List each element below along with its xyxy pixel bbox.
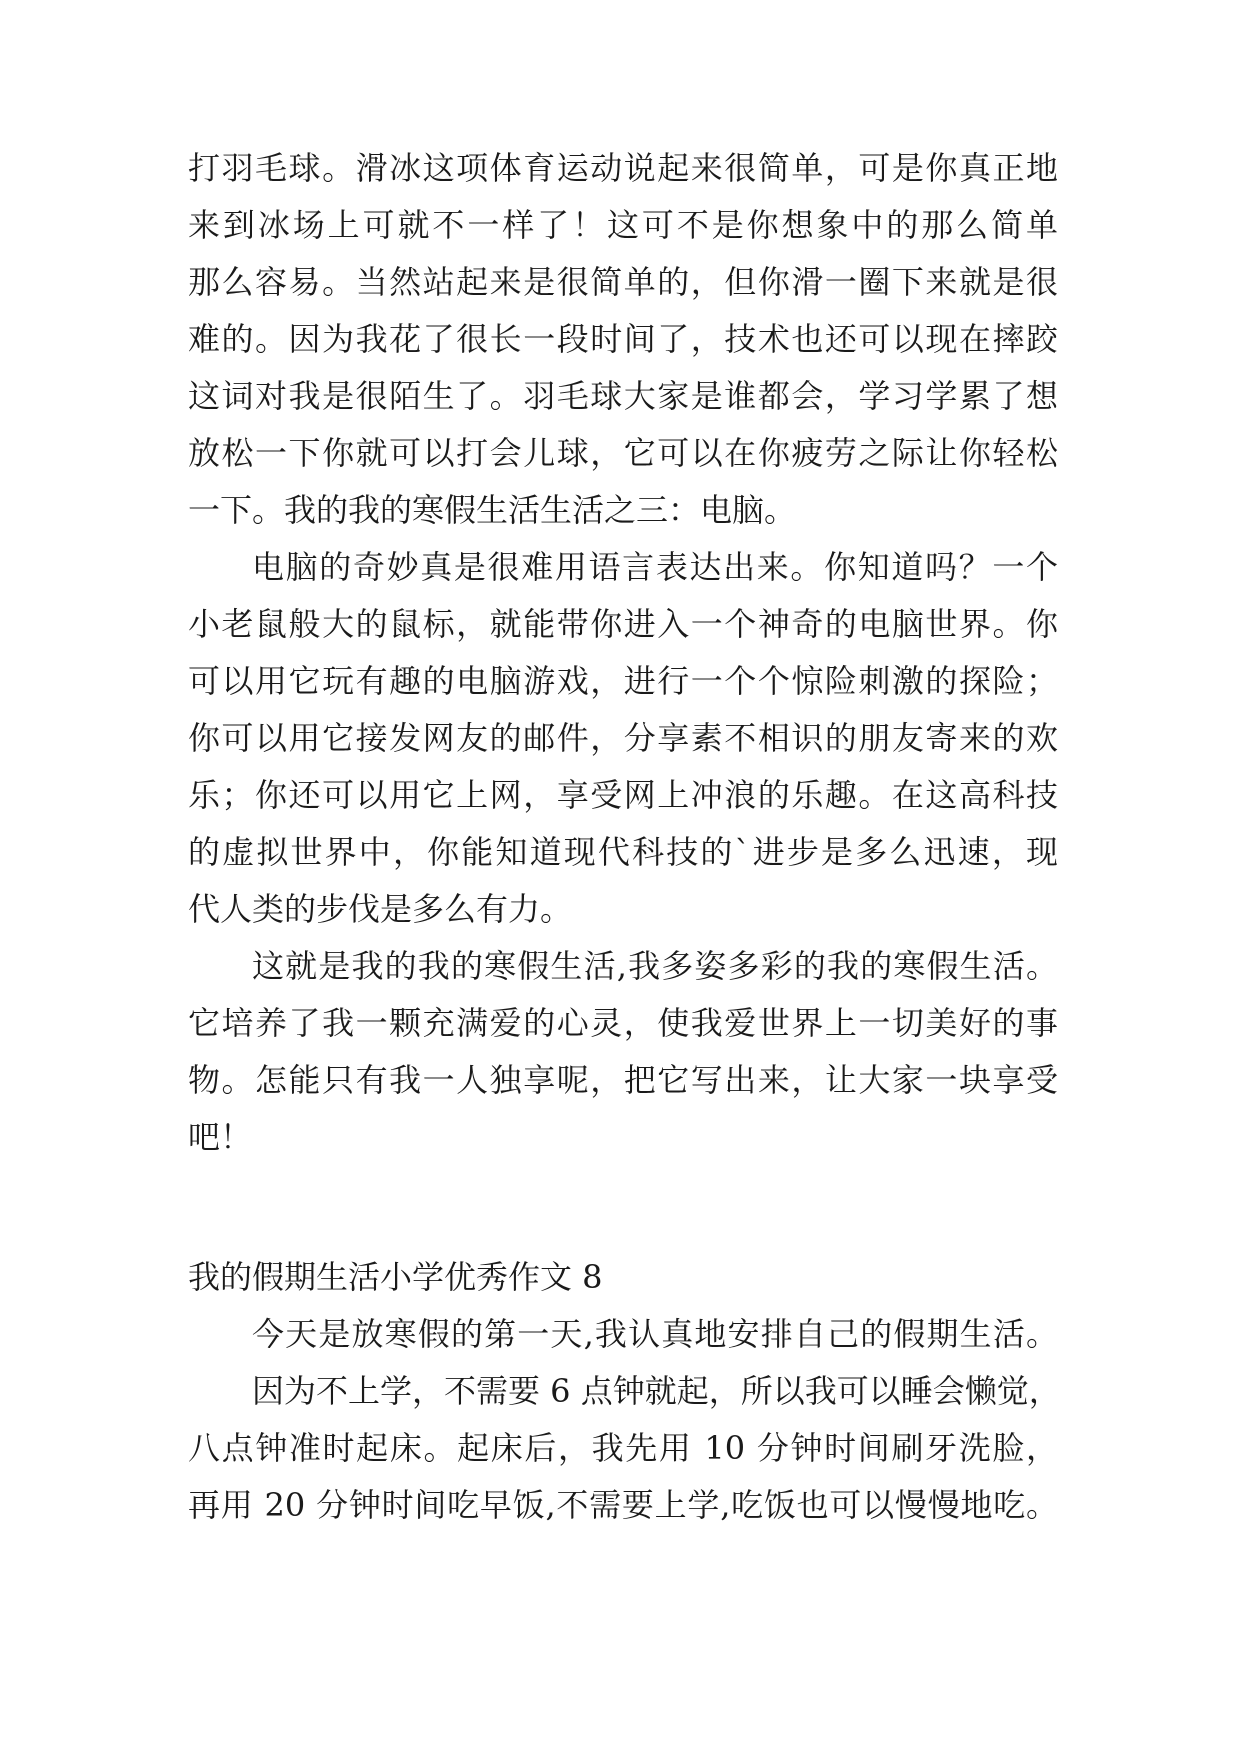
paragraph-first-line: 这就是我的我的寒假生活,我多姿多彩的我的寒假生活。 <box>252 947 1058 985</box>
text-line: 小老鼠般大的鼠标，就能带你进入一个神奇的电脑世界。你 <box>188 605 1058 643</box>
text-line: 物。怎能只有我一人独享呢，把它写出来，让大家一块享受 <box>188 1061 1058 1099</box>
text-line: 难的。因为我花了很长一段时间了，技术也还可以现在摔跤 <box>188 320 1058 358</box>
text-line: 打羽毛球。滑冰这项体育运动说起来很简单，可是你真正地 <box>188 149 1058 187</box>
text-line: 放松一下你就可以打会儿球，它可以在你疲劳之际让你轻松 <box>188 434 1058 472</box>
text-line: 一下。我的我的寒假生活生活之三：电脑。 <box>188 491 797 529</box>
text-line: 这词对我是很陌生了。羽毛球大家是谁都会，学习学累了想 <box>188 377 1058 415</box>
text-line: 八点钟准时起床。起床后，我先用 10 分钟时间刷牙洗脸， <box>188 1429 1058 1467</box>
paragraph-first-line: 电脑的奇妙真是很难用语言表达出来。你知道吗？一个 <box>252 548 1058 586</box>
paragraph-first-line: 今天是放寒假的第一天,我认真地安排自己的假期生活。 <box>252 1315 1058 1353</box>
text-line: 你可以用它接发网友的邮件，分享素不相识的朋友寄来的欢 <box>188 719 1058 757</box>
text-line: 乐；你还可以用它上网，享受网上冲浪的乐趣。在这高科技 <box>188 776 1058 814</box>
section-title: 我的假期生活小学优秀作文 8 <box>188 1258 603 1296</box>
text-line: 来到冰场上可就不一样了！这可不是你想象中的那么简单 <box>188 206 1058 244</box>
paragraph-first-line: 因为不上学，不需要 6 点钟就起，所以我可以睡会懒觉， <box>252 1372 1061 1410</box>
text-line: 那么容易。当然站起来是很简单的，但你滑一圈下来就是很 <box>188 263 1058 301</box>
text-line: 它培养了我一颗充满爱的心灵，使我爱世界上一切美好的事 <box>188 1004 1058 1042</box>
text-line: 再用 20 分钟时间吃早饭,不需要上学,吃饭也可以慢慢地吃。 <box>188 1486 1058 1524</box>
text-line: 吧！ <box>188 1118 253 1156</box>
text-line: 可以用它玩有趣的电脑游戏，进行一个个惊险刺激的探险； <box>188 662 1058 700</box>
text-line: 的虚拟世界中，你能知道现代科技的`进步是多么迅速，现 <box>188 833 1058 871</box>
text-line: 代人类的步伐是多么有力。 <box>188 890 573 928</box>
